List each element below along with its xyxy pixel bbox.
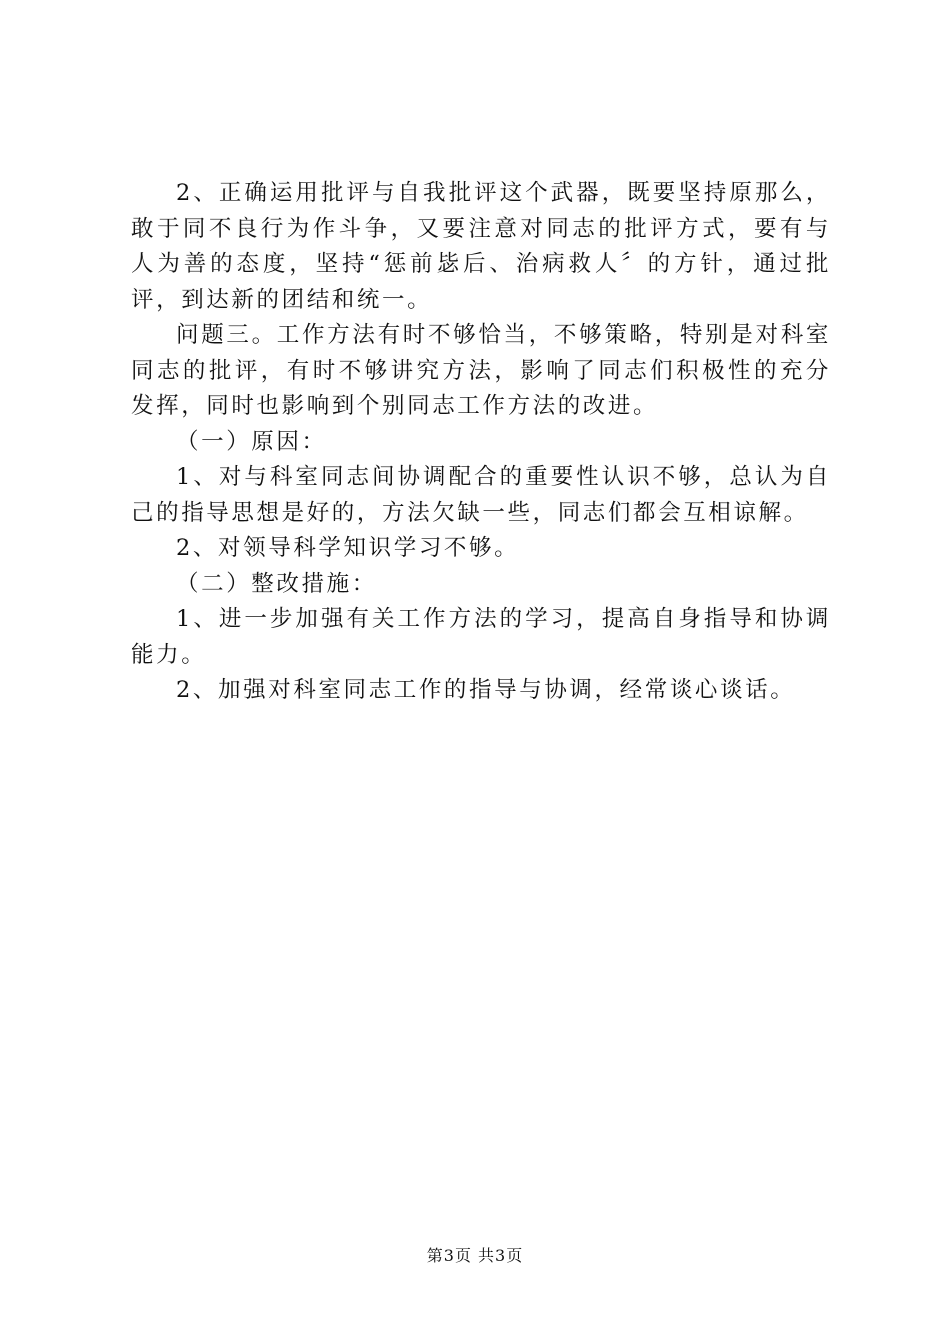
section-heading-causes: （一）原因： <box>176 428 327 455</box>
page-number-footer: 第3页 共3页 <box>426 1246 524 1265</box>
document-body <box>131 176 831 709</box>
section-heading-measures: （二）整改措施： <box>176 570 377 597</box>
paragraph-measure-two: 2、加强对科室同志工作的指导与协调，经常谈心谈话。 <box>176 677 796 703</box>
paragraph-cause-one: 1、对与科室同志间协调配合的重要性认识不够，总认为自己的指导思想是好的，方法欠缺一些，同志们都会互相谅解。 <box>131 464 831 526</box>
paragraph-cause-two: 2、对领导科学知识学习不够。 <box>176 535 520 561</box>
paragraph-criticism-method: 2、正确运用批评与自我批评这个武器，既要坚持原那么，敢于同不良行为作斗争，又要注意对同志的批评方式，要有与人为善的态度，坚持“惩前毖后、治病救人〞的方针，通过批评，到达新的团结和统一。 <box>131 180 831 313</box>
paragraph-measure-one: 1、进一步加强有关工作方法的学习，提高自身指导和协调能力。 <box>131 606 831 668</box>
paragraph-problem-three: 问题三。工作方法有时不够恰当，不够策略，特别是对科室同志的批评，有时不够讲究方法，影响了同志们积极性的充分发挥，同时也影响到个别同志工作方法的改进。 <box>131 322 831 419</box>
